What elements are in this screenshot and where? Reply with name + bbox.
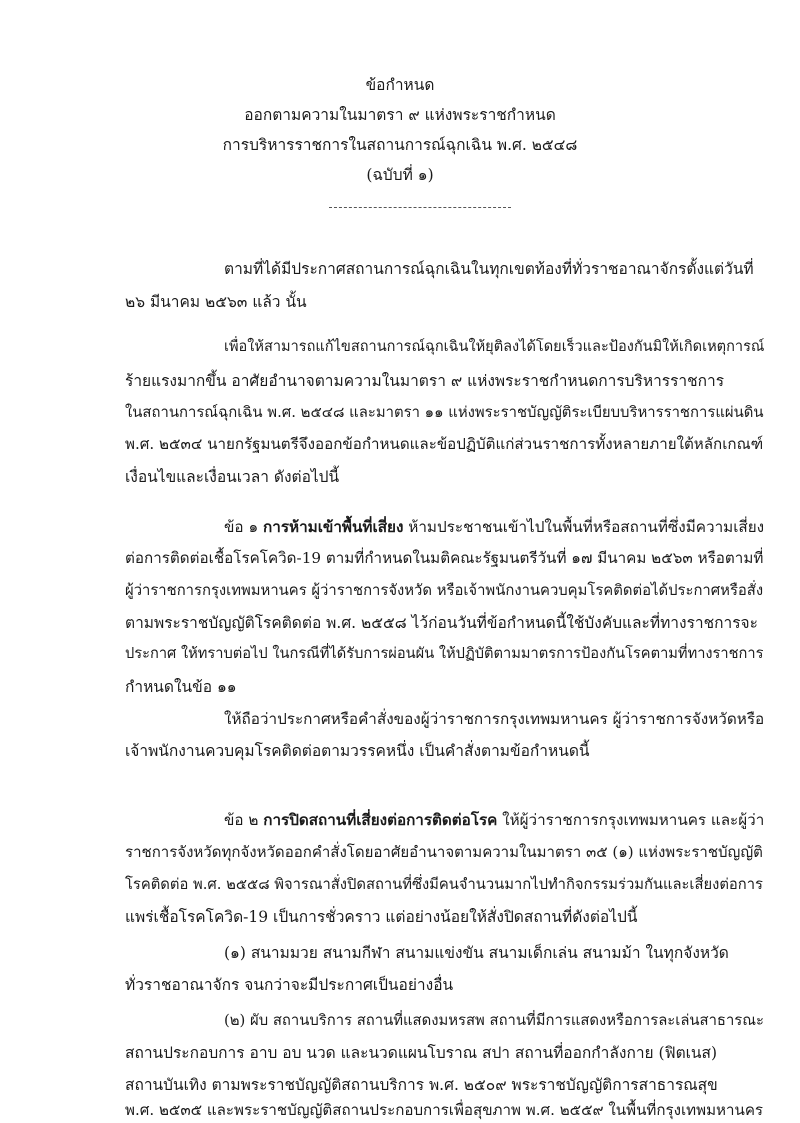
clause-1-first-line: [224, 514, 764, 539]
clause-2-item-2: สถานบันเทิง ตามพระราชบัญญัติสถานบริการ พ.ศ. ๒๕๐๙ พระราชบัญญัติการสาธารณสุข: [125, 1076, 718, 1094]
intro-line: ตามที่ได้มีประกาศสถานการณ์ฉุกเฉินในทุกเขตท้องที่ทั่วราชอาณาจักรตั้งแต่วันที่: [224, 260, 754, 278]
clause-2-item-2: (๒) ผับ สถานบริการ สถานที่แสดงมหรสพ สถานที่มีการแสดงหรือการละเล่นสาธารณะ: [224, 1012, 764, 1029]
clause-number: ข้อ ๑: [224, 518, 263, 536]
purpose-line: เพื่อให้สามารถแก้ไขสถานการณ์ฉุกเฉินให้ยุติลงได้โดยเร็วและป้องกันมิให้เกิดเหตุการณ์: [224, 338, 765, 355]
clause-2-line: แพร่เชื้อโรคโควิด-19 เป็นการชั่วคราว แต่อย่างน้อยให้สั่งปิดสถานที่ดังต่อไปนี้: [125, 908, 638, 926]
purpose-line: พ.ศ. ๒๕๓๔ นายกรัฐมนตรีจึงออกข้อกำหนดและข้อปฏิบัติแก่ส่วนราชการทั้งหลายภายใต้หลักเกณฑ์: [125, 435, 764, 453]
clause-2-item-2: สถานประกอบการ อาบ อบ นวด และนวดแผนโบราณ สปา สถานที่ออกกำลังกาย (ฟิตเนส): [125, 1044, 718, 1062]
doc-subtitle: การบริหารราชการในสถานการณ์ฉุกเฉิน พ.ศ. ๒๕๔๘: [222, 136, 578, 154]
clause-1-line: ตามพระราชบัญญัติโรคติดต่อ พ.ศ. ๒๕๕๘ ไว้ก่อนวันที่ข้อกำหนดนี้ใช้บังคับและที่ทางราชการจะ: [125, 614, 758, 632]
clause-2-line: ราชการจังหวัดทุกจังหวัดออกคำสั่งโดยอาศัยอำนาจตามความในมาตรา ๓๕ (๑) แห่งพระราชบัญญัติ: [125, 843, 763, 861]
clause-1-line: ประกาศ ให้ทราบต่อไป ในกรณีที่ได้รับการผ่อนผัน ให้ปฏิบัติตามมาตรการป้องกันโรคตามที่ทางราชการ: [125, 645, 764, 662]
clause-2-item-2: พ.ศ. ๒๕๓๕ และพระราชบัญญัติสถานประกอบการเพื่อสุขภาพ พ.ศ. ๒๕๕๙ ในพื้นที่กรุงเทพมหานคร: [125, 1101, 764, 1119]
clause-2-first-line: [224, 808, 764, 832]
doc-title: ข้อกำหนด: [365, 76, 435, 94]
purpose-line: เงื่อนไขและเงื่อนเวลา ดังต่อไปนี้: [125, 468, 340, 486]
purpose-line: ในสถานการณ์ฉุกเฉิน พ.ศ. ๒๕๔๘ และมาตรา ๑๑ แห่งพระราชบัญญัติระเบียบบริหารราชการแผ่นดิน: [125, 403, 764, 421]
clause-heading: การห้ามเข้าพื้นที่เสี่ยง: [263, 518, 404, 536]
clause-1-line: ต่อการติดต่อเชื้อโรคโควิด-19 ตามที่กำหนดในมติคณะรัฐมนตรีวันที่ ๑๗ มีนาคม ๒๕๖๓ หรือตามที่: [125, 549, 764, 567]
intro-line: ๒๖ มีนาคม ๒๕๖๓ แล้ว นั้น: [125, 293, 307, 311]
clause-heading: การปิดสถานที่เสี่ยงต่อการติดต่อโรค: [263, 811, 498, 829]
clause-1-line: ให้ถือว่าประกาศหรือคำสั่งของผู้ว่าราชการกรุงเทพมหานคร ผู้ว่าราชการจังหวัดหรือ: [224, 710, 765, 728]
purpose-line: ร้ายแรงมากขึ้น อาศัยอำนาจตามความในมาตรา ๙ แห่งพระราชกำหนดการบริหารราชการ: [125, 372, 725, 390]
clause-2-item-1: (๑) สนามมวย สนามกีฬา สนามแข่งขัน สนามเด็กเล่น สนามม้า ในทุกจังหวัด: [224, 944, 729, 962]
clause-text: ให้ผู้ว่าราชการกรุงเทพมหานคร และผู้ว่า: [497, 811, 765, 829]
clause-1-line: เจ้าพนักงานควบคุมโรคติดต่อตามวรรคหนึ่ง เป็นคำสั่งตามข้อกำหนดนี้: [125, 742, 590, 760]
doc-subtitle: ออกตามความในมาตรา ๙ แห่งพระราชกำหนด: [244, 106, 556, 124]
clause-1-line: ผู้ว่าราชการกรุงเทพมหานคร ผู้ว่าราชการจังหวัด หรือเจ้าพนักงานควบคุมโรคติดต่อได้ประกาศหรือสั่ง: [125, 582, 764, 599]
divider: [329, 207, 511, 208]
clause-2-line: โรคติดต่อ พ.ศ. ๒๕๕๘ พิจารณาสั่งปิดสถานที่ซึ่งมีคนจำนวนมากไปทำกิจกรรมร่วมกันและเสี่ยงต่อการ: [125, 876, 763, 893]
clause-number: ข้อ ๒: [224, 811, 264, 829]
clause-1-line: กำหนดในข้อ ๑๑: [125, 678, 237, 696]
clause-2-item-1: ทั่วราชอาณาจักร จนกว่าจะมีประกาศเป็นอย่างอื่น: [125, 976, 454, 994]
clause-text: ห้ามประชาชนเข้าไปในพื้นที่หรือสถานที่ซึ่งมีความเสี่ยง: [403, 518, 765, 536]
doc-edition: (ฉบับที่ ๑): [366, 166, 434, 184]
